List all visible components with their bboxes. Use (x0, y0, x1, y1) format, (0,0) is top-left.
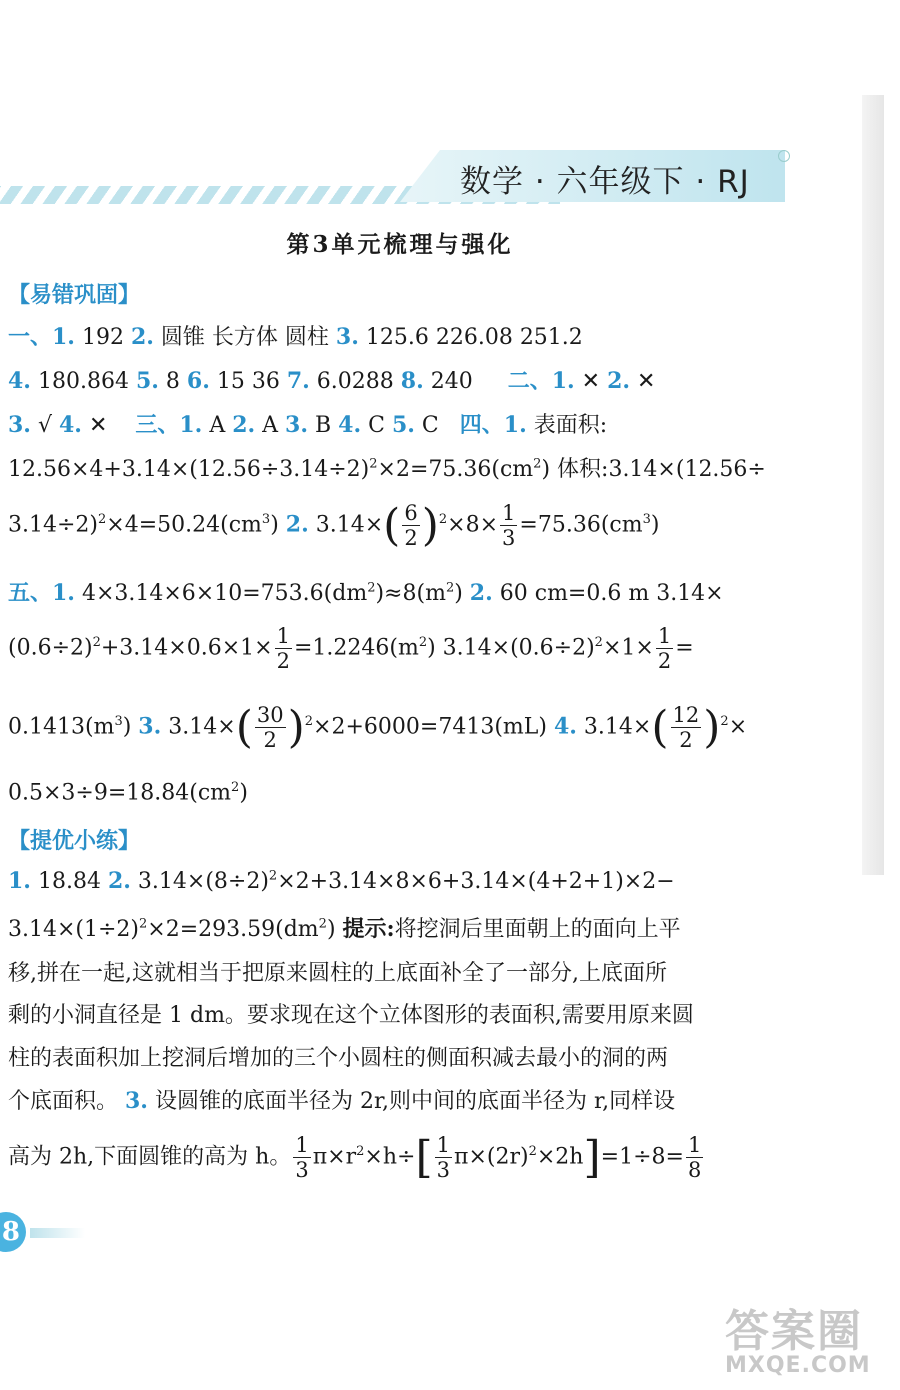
q-num: 4. (8, 368, 31, 394)
q-num: 4. (58, 412, 82, 438)
exponent: 2 (318, 916, 327, 932)
q-num: 5. (135, 368, 159, 394)
exponent: 2 (92, 635, 101, 651)
exponent: 3 (642, 512, 651, 528)
cross-icon: ✕ (574, 369, 608, 394)
formula: ) (122, 714, 139, 740)
text: 高为 2h,下面圆锥的高为 h。 (8, 1144, 292, 1170)
watermark-logo (725, 1295, 890, 1378)
answer: 圆锥 长方体 圆柱 (153, 325, 336, 350)
exponent: 2 (356, 1144, 365, 1160)
formula: =1÷8= (600, 1144, 684, 1170)
page-edge-shadow (862, 95, 884, 875)
exponent: 2 (418, 635, 428, 651)
formula: )≈8(m (375, 581, 446, 606)
answer-line-10 (8, 868, 675, 894)
answer-line-12: 移,拼在一起,这就相当于把原来圆柱的上底面补全了一部分,上底面所 (8, 961, 667, 986)
paren-open: ( (383, 500, 401, 551)
formula: =75.36(cm (519, 512, 643, 538)
formula: 3.14×(1÷2) (8, 917, 140, 942)
q-num: 3. (125, 1088, 148, 1114)
answer-line-8 (8, 702, 747, 753)
answer-line-13: 剩的小洞直径是 1 dm。要求现在这个立体图形的表面积,需要用原来圆 (8, 1003, 694, 1028)
fraction: $\frac{1}{3}$ (436, 1133, 450, 1182)
fraction: $\frac{30}{2}$ (256, 703, 284, 752)
formula: +3.14×0.6×1× (100, 635, 273, 661)
formula: π×(2r) (454, 1144, 529, 1170)
exponent: 3 (114, 714, 123, 730)
exponent: 2 (533, 456, 542, 472)
answer: 15 36 (209, 369, 287, 394)
answer: 240 (423, 369, 473, 394)
watermark-url: MXQE.COM (725, 1353, 871, 1378)
q-num: 3. (8, 412, 31, 438)
formula: 0.1413(m (8, 714, 115, 740)
q-num: 8. (400, 368, 424, 394)
paren-close: ) (421, 500, 439, 551)
answer: 192 (74, 325, 131, 350)
page-top (0, 0, 900, 150)
exponent: 3 (261, 512, 271, 528)
formula: 3.14×(8÷2) (130, 869, 269, 894)
exponent: 2 (367, 580, 376, 596)
answer: A (202, 413, 233, 438)
page-number-strip (30, 1228, 85, 1238)
fraction: $\frac{1}{2}$ (657, 624, 672, 673)
exponent: 2 (594, 635, 603, 651)
fraction: $\frac{12}{2}$ (672, 703, 700, 752)
exponent: 2 (231, 780, 240, 795)
answer-line-1 (8, 320, 583, 351)
formula: ) (326, 917, 343, 942)
q-num: 6. (186, 368, 210, 394)
answer: 125.6 226.08 251.2 (358, 325, 583, 350)
bracket-open: [ (415, 1132, 433, 1183)
q-num: 7. (286, 368, 310, 394)
answer: 表面积: (526, 413, 608, 438)
q-num: 三、1. (135, 412, 203, 438)
formula: ×2=293.59(dm (147, 917, 319, 942)
cross-icon: ✕ (630, 369, 656, 394)
answer-line-7 (8, 624, 694, 673)
q-num: 1. (8, 868, 31, 894)
q-num: 3. (138, 713, 162, 740)
formula: 3.14× (308, 512, 384, 538)
answer: B (308, 413, 339, 438)
answer: 6.0288 (309, 369, 401, 394)
page-number: 8 (0, 1212, 26, 1252)
tip-text: 将挖洞后里面朝上的面向上平 (394, 917, 681, 942)
q-num: 2. (232, 412, 256, 438)
formula: ) 体积:3.14×(12.56÷ (541, 457, 766, 482)
q-num: 2. (469, 580, 493, 606)
formula: π×r (312, 1144, 357, 1170)
answer: A (255, 413, 286, 438)
fraction: $\frac{1}{2}$ (276, 624, 290, 673)
text: 个底面积。 (8, 1089, 125, 1114)
formula: ×2+3.14×8×6+3.14×(4+2+1)×2− (277, 869, 675, 894)
exponent: 2 (720, 714, 729, 730)
formula: 3.14× (576, 714, 652, 740)
formula: ) (270, 512, 286, 538)
q-num: 4. (553, 713, 577, 740)
answer-line-6 (8, 576, 724, 607)
exponent: 2 (528, 1144, 537, 1160)
exponent: 2 (438, 512, 448, 528)
exponent: 2 (369, 456, 378, 472)
answer-line-15 (8, 1084, 675, 1115)
paren-open: ( (235, 702, 253, 753)
paren-close: ) (287, 702, 305, 753)
header-dot-icon (778, 150, 790, 162)
formula: 18.84 (30, 869, 108, 894)
answer-line-3 (8, 408, 607, 439)
q-num: 5. (391, 412, 415, 438)
formula: 60 cm=0.6 m 3.14× (492, 581, 724, 606)
exponent: 2 (139, 916, 148, 932)
formula: 3.14÷2) (8, 512, 98, 538)
heading-improve: 【提优小练】 (8, 829, 141, 854)
answer: C (361, 413, 392, 438)
q-num: 五、1. (8, 580, 75, 606)
paren-open: ( (651, 702, 669, 753)
fraction: $\frac{1}{3}$ (502, 501, 516, 550)
answer-line-4 (8, 452, 766, 483)
exponent: 2 (98, 512, 107, 528)
formula: ) 3.14×(0.6÷2) (427, 635, 595, 661)
answer: 8 (158, 369, 187, 394)
answer-line-5 (8, 500, 659, 551)
q-num: 2. (285, 511, 309, 538)
cross-icon: ✕ (81, 413, 115, 438)
formula: ×2=75.36(cm (377, 457, 534, 482)
header-title: 数学 · 六年级下 · RJ (460, 164, 750, 200)
heading-easy-mistakes: 【易错巩固】 (8, 283, 141, 308)
q-num: 2. (607, 368, 631, 394)
fraction: $\frac{6}{2}$ (404, 501, 418, 550)
fraction: $\frac{1}{3}$ (295, 1133, 309, 1182)
q-num: 3. (285, 412, 309, 438)
q-num: 一、1. (8, 324, 75, 350)
formula: ×2+6000=7413(mL) (313, 714, 554, 740)
formula: =1.2246(m (293, 635, 419, 661)
formula: ) (650, 512, 660, 538)
q-num: 2. (130, 324, 154, 350)
answer-line-16 (8, 1132, 705, 1183)
answer-line-9 (8, 780, 248, 805)
q-num: 2. (107, 868, 131, 894)
formula: 0.5×3÷9=18.84(cm (8, 780, 232, 806)
exponent: 2 (445, 580, 455, 596)
exponent: 2 (268, 868, 278, 884)
answer-line-14: 柱的表面积加上挖洞后增加的三个小圆柱的侧面积减去最小的洞的两 (8, 1046, 669, 1071)
answer: C (414, 413, 446, 438)
q-num: 四、1. (459, 412, 527, 438)
formula: × (728, 714, 748, 740)
formula: ×2h (536, 1144, 584, 1170)
formula: = (675, 635, 694, 661)
formula: 12.56×4+3.14×(12.56÷3.14÷2) (8, 457, 370, 482)
q-num: 4. (338, 412, 362, 438)
watermark-text: 答案圈 (725, 1306, 863, 1357)
check-icon: √ (30, 413, 59, 438)
answer-line-11 (8, 912, 681, 943)
bracket-close: ] (583, 1132, 601, 1183)
formula: 3.14× (161, 714, 236, 740)
formula: (0.6÷2) (8, 635, 93, 661)
section-title: 第3单元梳理与强化 (286, 231, 514, 258)
text: 设圆锥的底面半径为 2r,则中间的底面半径为 r,同样设 (147, 1089, 676, 1114)
formula: ×4=50.24(cm (106, 512, 262, 538)
fraction: $\frac{1}{8}$ (687, 1133, 702, 1182)
formula: ×1× (602, 635, 654, 661)
formula: ) (454, 581, 470, 606)
answer-line-2 (8, 364, 655, 395)
answer: 180.864 (30, 369, 136, 394)
formula: 4×3.14×6×10=753.6(dm (74, 581, 368, 606)
tip-label: 提示: (342, 916, 395, 942)
paren-close: ) (703, 702, 721, 753)
formula: ×8× (447, 512, 499, 538)
exponent: 2 (304, 714, 314, 730)
formula: ×h÷ (364, 1144, 416, 1170)
q-num: 3. (335, 324, 359, 350)
formula: ) (239, 780, 248, 806)
q-num: 二、1. (507, 368, 575, 394)
